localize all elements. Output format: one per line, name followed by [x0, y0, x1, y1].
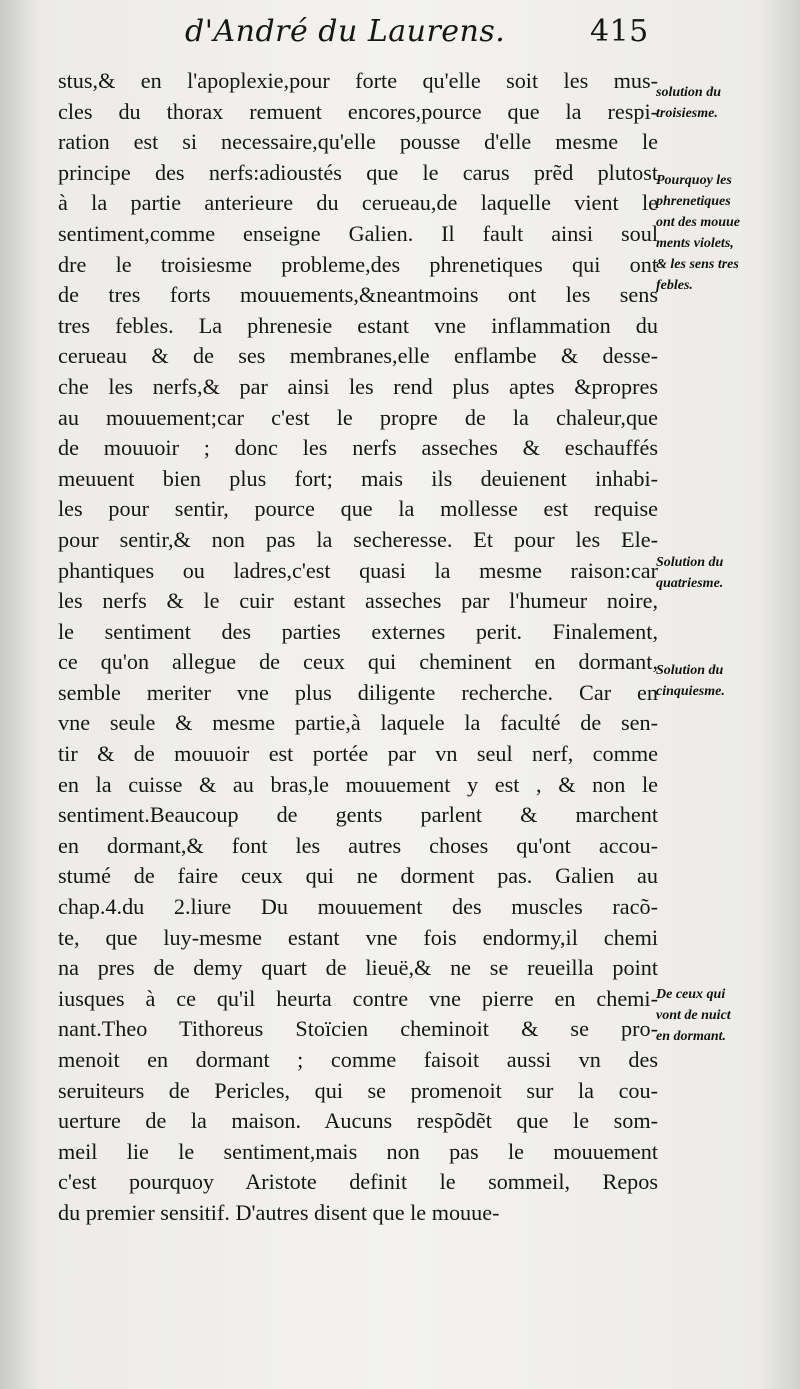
text-line: cerueau & de ses membranes,elle enflambe & desse- — [58, 343, 658, 369]
text-line: phantiques ou ladres,c'est quasi la mesme raison:car — [58, 557, 658, 583]
page-header — [185, 14, 655, 54]
text-line: au mouuement;car c'est le propre de la chaleur,que — [58, 404, 658, 430]
body-text — [58, 66, 658, 1229]
text-line: à la partie anterieure du cerueau,de laquelle vient le — [58, 190, 658, 216]
margin-note-line: solution du — [656, 85, 721, 100]
margin-note-sleepwalkers — [656, 984, 796, 1047]
text-line: meuuent bien plus fort; mais ils deuienent inhabi- — [58, 465, 658, 491]
running-title: d'André du Laurens. — [185, 14, 506, 49]
margin-note-phrenetics — [656, 170, 796, 296]
text-line: na pres de demy quart de lieuë,& ne se reueilla point — [58, 955, 658, 981]
text-line: meil lie le sentiment,mais non pas le mouuement — [58, 1138, 658, 1164]
margin-note-line: phrenetiques — [656, 194, 731, 209]
text-line: stus,& en l'apoplexie,pour forte qu'elle soit les mus- — [58, 68, 658, 93]
text-line: iusques à ce qu'il heurta contre vne pierre en chemi- — [58, 985, 658, 1011]
margin-note-line: en dormant. — [656, 1029, 727, 1044]
text-line: tir & de mouuoir est portée par vn seul nerf, comme — [58, 741, 658, 767]
text-line: stumé de faire ceux qui ne dorment pas. Galien au — [58, 863, 658, 889]
margin-note-line: Pourquoy les — [656, 173, 732, 188]
margin-note-line: ont des mouue — [656, 215, 741, 230]
text-line: sentiment.Beaucoup de gents parlent & marchent — [58, 802, 658, 828]
text-line: en la cuisse & au bras,le mouuement y est , & non le — [58, 771, 658, 797]
margin-note-solution-third — [656, 82, 796, 124]
text-line: le sentiment des parties externes perit. Finalement, — [58, 618, 658, 644]
text-line: cles du thorax remuent encores,pource que la respi- — [58, 98, 658, 124]
text-line: c'est pourquoy Aristote definit le sommeil, Repos — [58, 1169, 658, 1195]
margin-note-line: Solution du — [656, 663, 724, 678]
text-line: chap.4.du 2.liure Du mouuement des muscles racõ- — [58, 894, 658, 920]
text-line: menoit en dormant ; comme faisoit aussi vn des — [58, 1047, 658, 1072]
margin-note-line: troisiesme. — [656, 106, 718, 121]
text-line: principe des nerfs:adioustés que le carus prẽd plutost — [58, 159, 658, 185]
margin-note-solution-fourth — [656, 552, 796, 594]
margin-note-line: Solution du — [656, 555, 724, 570]
text-line: de tres forts mouuements,&neantmoins ont les sens — [58, 282, 658, 308]
text-line: du premier sensitif. D'autres disent que le mouue- — [58, 1199, 500, 1225]
margin-note-line: & les sens tres — [656, 257, 739, 272]
margin-note-solution-fifth — [656, 660, 796, 702]
text-line: dre le troisiesme probleme,des phrenetiques qui ont — [58, 251, 658, 277]
margin-note-line: vont de nuict — [656, 1008, 731, 1023]
margin-note-line: ments violets, — [656, 236, 734, 251]
text-line: les nerfs & le cuir estant asseches par l'humeur noire, — [58, 588, 658, 614]
text-line: te, que luy-mesme estant vne fois endormy,il chemi — [58, 924, 658, 950]
text-line: pour sentir,& non pas la secheresse. Et pour les Ele- — [58, 526, 658, 552]
text-line: vne seule & mesme partie,à laquele la faculté de sen- — [58, 710, 658, 736]
text-line: uerture de la maison. Aucuns respõdẽt que le som- — [58, 1108, 658, 1134]
text-line: nant.Theo Tithoreus Stoïcien cheminoit & se pro- — [58, 1016, 658, 1042]
margin-note-line: quatriesme. — [656, 576, 724, 591]
margin-note-line: cinquiesme. — [656, 684, 725, 699]
margin-note-line: febles. — [656, 278, 693, 293]
page-number: 415 — [590, 14, 649, 49]
text-line: ration est si necessaire,qu'elle pousse d'elle mesme le — [58, 129, 658, 155]
text-line: semble meriter vne plus diligente recherche. Car en — [58, 679, 658, 705]
margin-note-line: De ceux qui — [656, 987, 726, 1002]
text-line: en dormant,& font les autres choses qu'ont accou- — [58, 832, 658, 858]
text-line: les pour sentir, pource que la mollesse est requise — [58, 496, 658, 522]
text-line: de mouuoir ; donc les nerfs asseches & eschauffés — [58, 435, 658, 461]
text-line: sentiment,comme enseigne Galien. Il fault ainsi soul — [58, 220, 658, 246]
text-line: che les nerfs,& par ainsi les rend plus aptes &propres — [58, 373, 658, 399]
text-line: ce qu'on allegue de ceux qui cheminent en dormant, — [58, 649, 658, 675]
text-line: tres febles. La phrenesie estant vne inflammation du — [58, 312, 658, 338]
text-line: seruiteurs de Pericles, qui se promenoit sur la cou- — [58, 1077, 658, 1103]
